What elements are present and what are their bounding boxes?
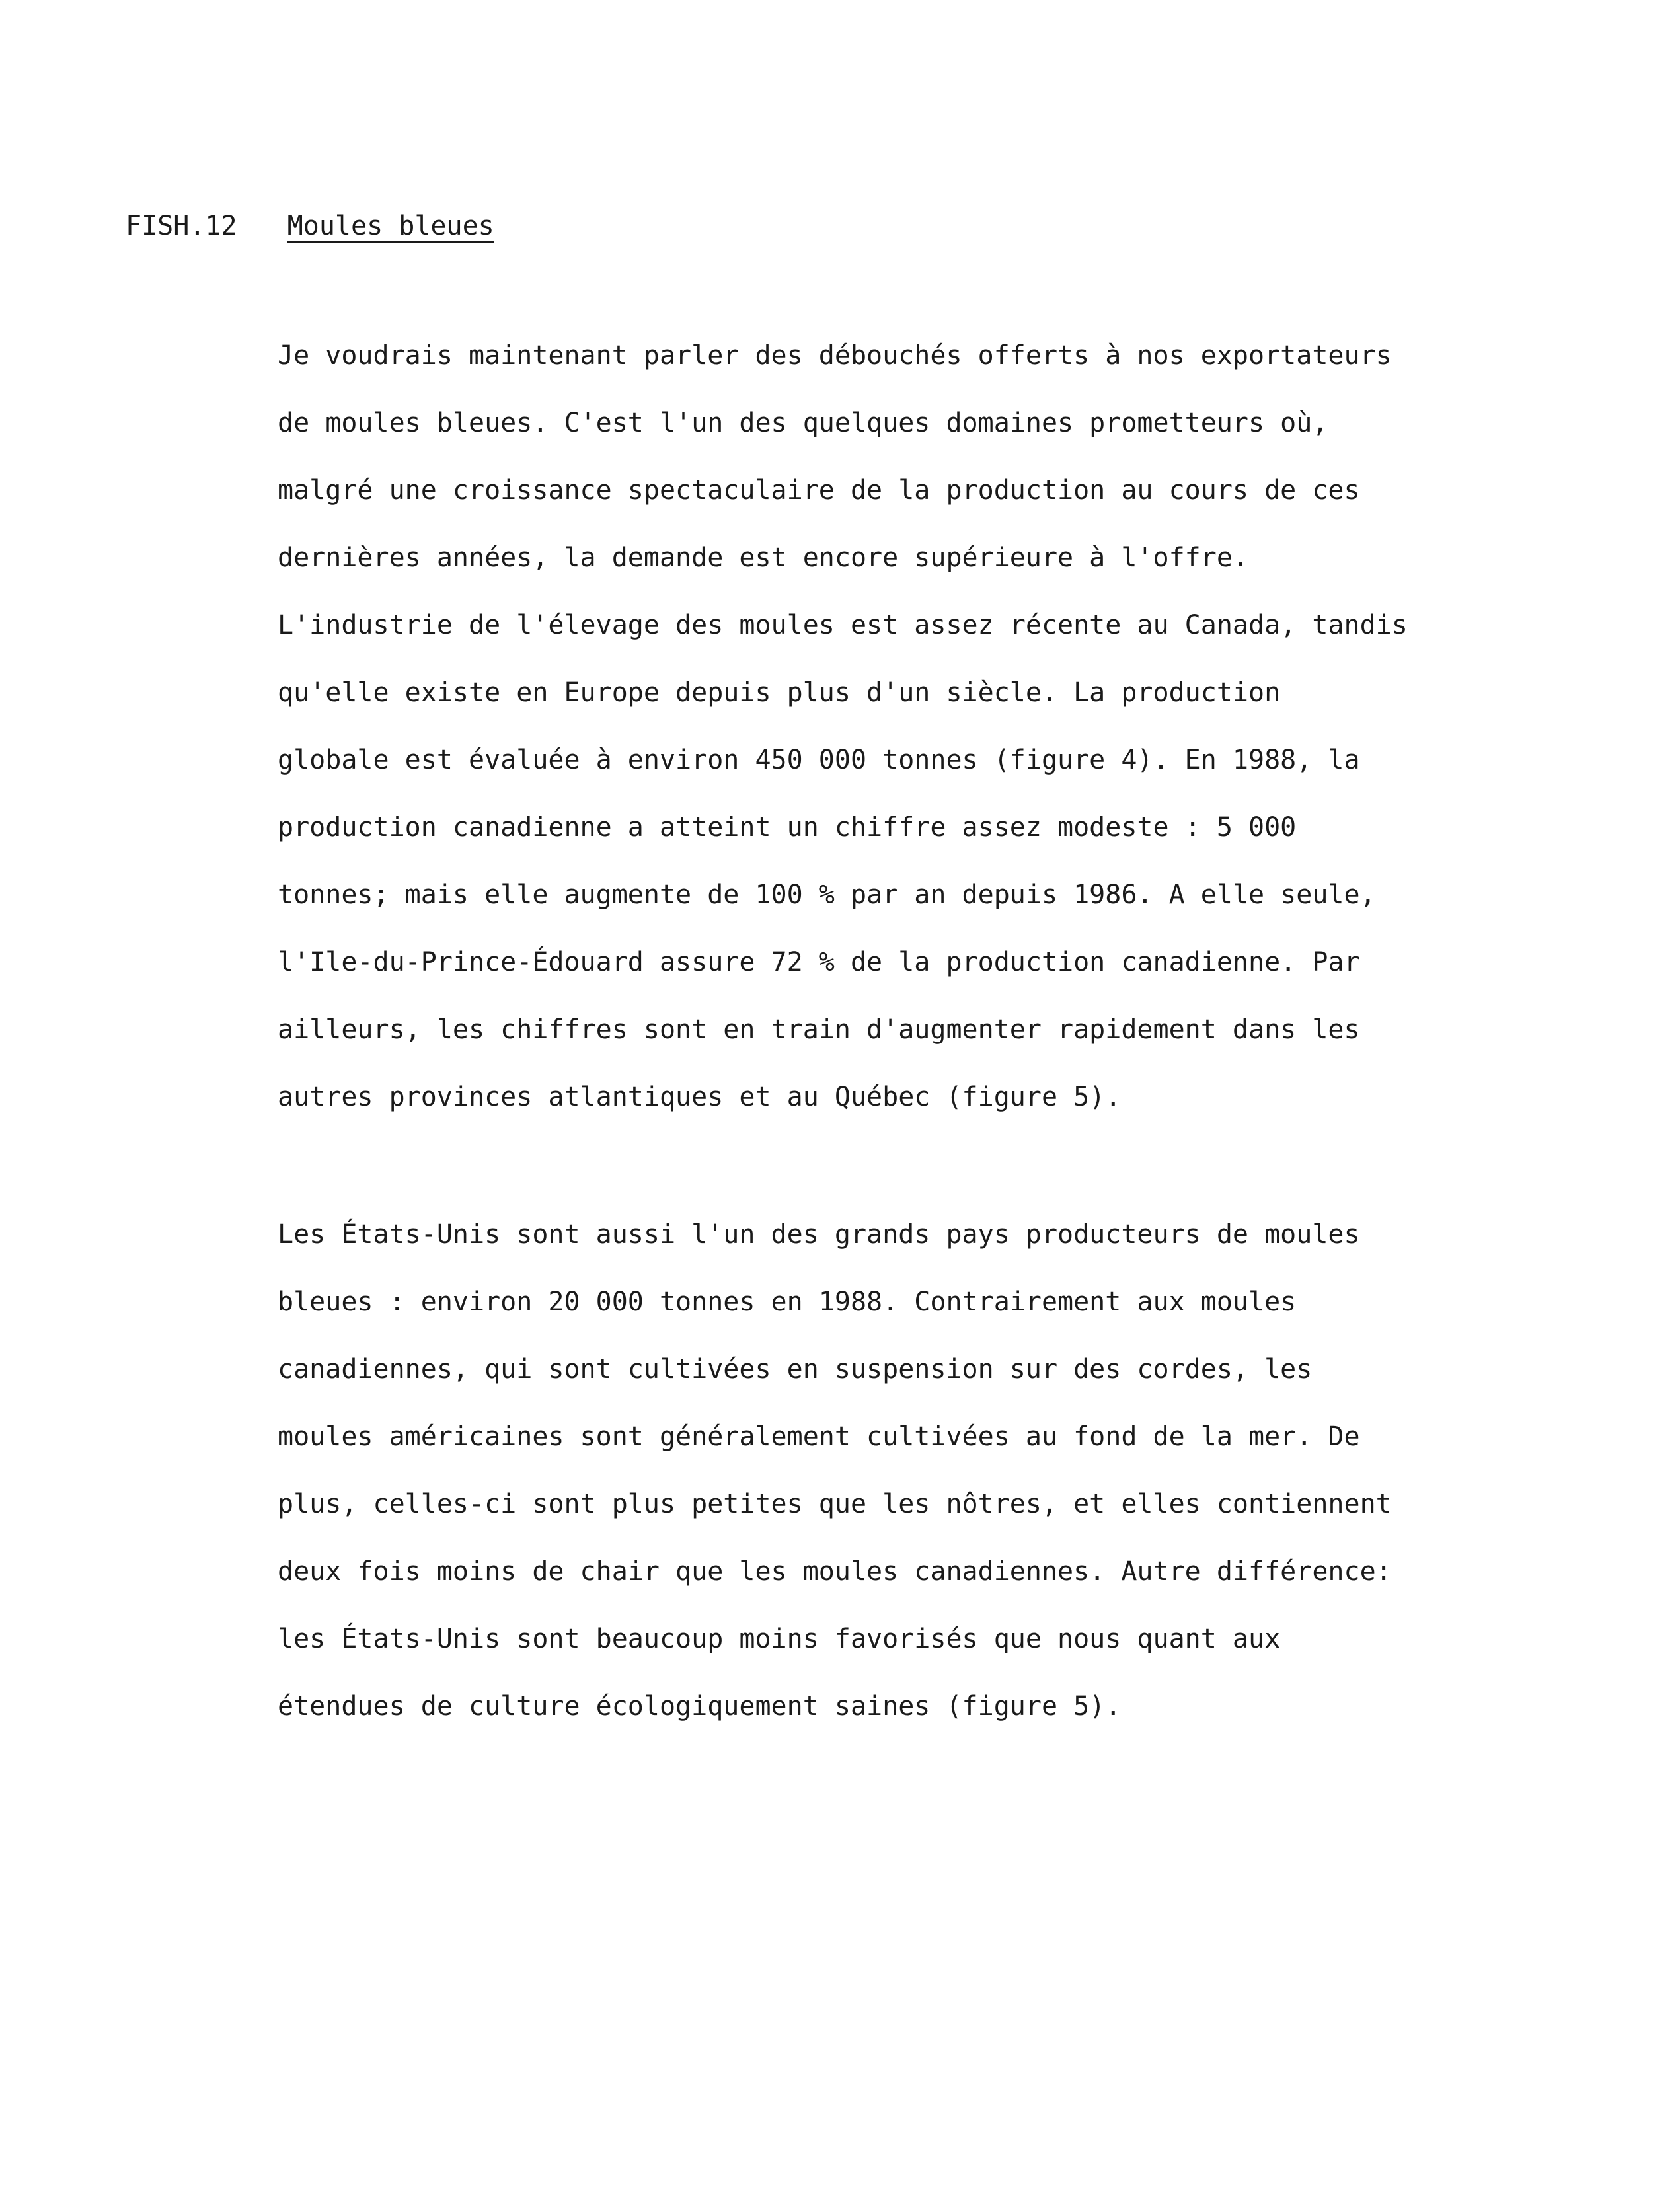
text-line: autres provinces atlantiques et au Québec (figure 5). xyxy=(278,1082,1122,1112)
text-line: l'Ile-du-Prince-Édouard assure 72 % de la production canadienne. Par xyxy=(278,947,1360,977)
text-line: Les États-Unis sont aussi l'un des grands pays producteurs de moules xyxy=(278,1219,1360,1250)
text-line: Je voudrais maintenant parler des débouchés offerts à nos exportateurs xyxy=(278,340,1392,371)
text-line: deux fois moins de chair que les moules canadiennes. Autre différence: xyxy=(278,1556,1392,1587)
paragraph-1 xyxy=(278,322,1533,1131)
text-line: globale est évaluée à environ 450 000 tonnes (figure 4). En 1988, la xyxy=(278,745,1360,775)
text-line: malgré une croissance spectaculaire de la production au cours de ces xyxy=(278,475,1360,506)
text-line: de moules bleues. C'est l'un des quelques domaines prometteurs où, xyxy=(278,408,1328,438)
text-line: canadiennes, qui sont cultivées en suspension sur des cordes, les xyxy=(278,1354,1313,1384)
section-code: FISH.12 xyxy=(126,211,237,241)
text-line: étendues de culture écologiquement saines (figure 5). xyxy=(278,1691,1122,1722)
text-line: qu'elle existe en Europe depuis plus d'un siècle. La production xyxy=(278,677,1281,708)
text-line: ailleurs, les chiffres sont en train d'augmenter rapidement dans les xyxy=(278,1014,1360,1045)
text-line: tonnes; mais elle augmente de 100 % par an depuis 1986. A elle seule, xyxy=(278,880,1376,910)
text-line: bleues : environ 20 000 tonnes en 1988. Contrairement aux moules xyxy=(278,1287,1297,1317)
text-line: moules américaines sont généralement cultivées au fond de la mer. De xyxy=(278,1422,1360,1452)
text-line: L'industrie de l'élevage des moules est assez récente au Canada, tandis xyxy=(278,610,1408,640)
section-title: Moules bleues xyxy=(287,211,494,241)
text-line: production canadienne a atteint un chiffre assez modeste : 5 000 xyxy=(278,812,1297,843)
text-line: plus, celles-ci sont plus petites que les nôtres, et elles contiennent xyxy=(278,1489,1392,1519)
paragraph-2 xyxy=(278,1201,1533,1740)
text-line: dernières années, la demande est encore supérieure à l'offre. xyxy=(278,543,1249,573)
section-heading xyxy=(126,206,494,246)
text-line: les États-Unis sont beaucoup moins favorisés que nous quant aux xyxy=(278,1624,1281,1654)
